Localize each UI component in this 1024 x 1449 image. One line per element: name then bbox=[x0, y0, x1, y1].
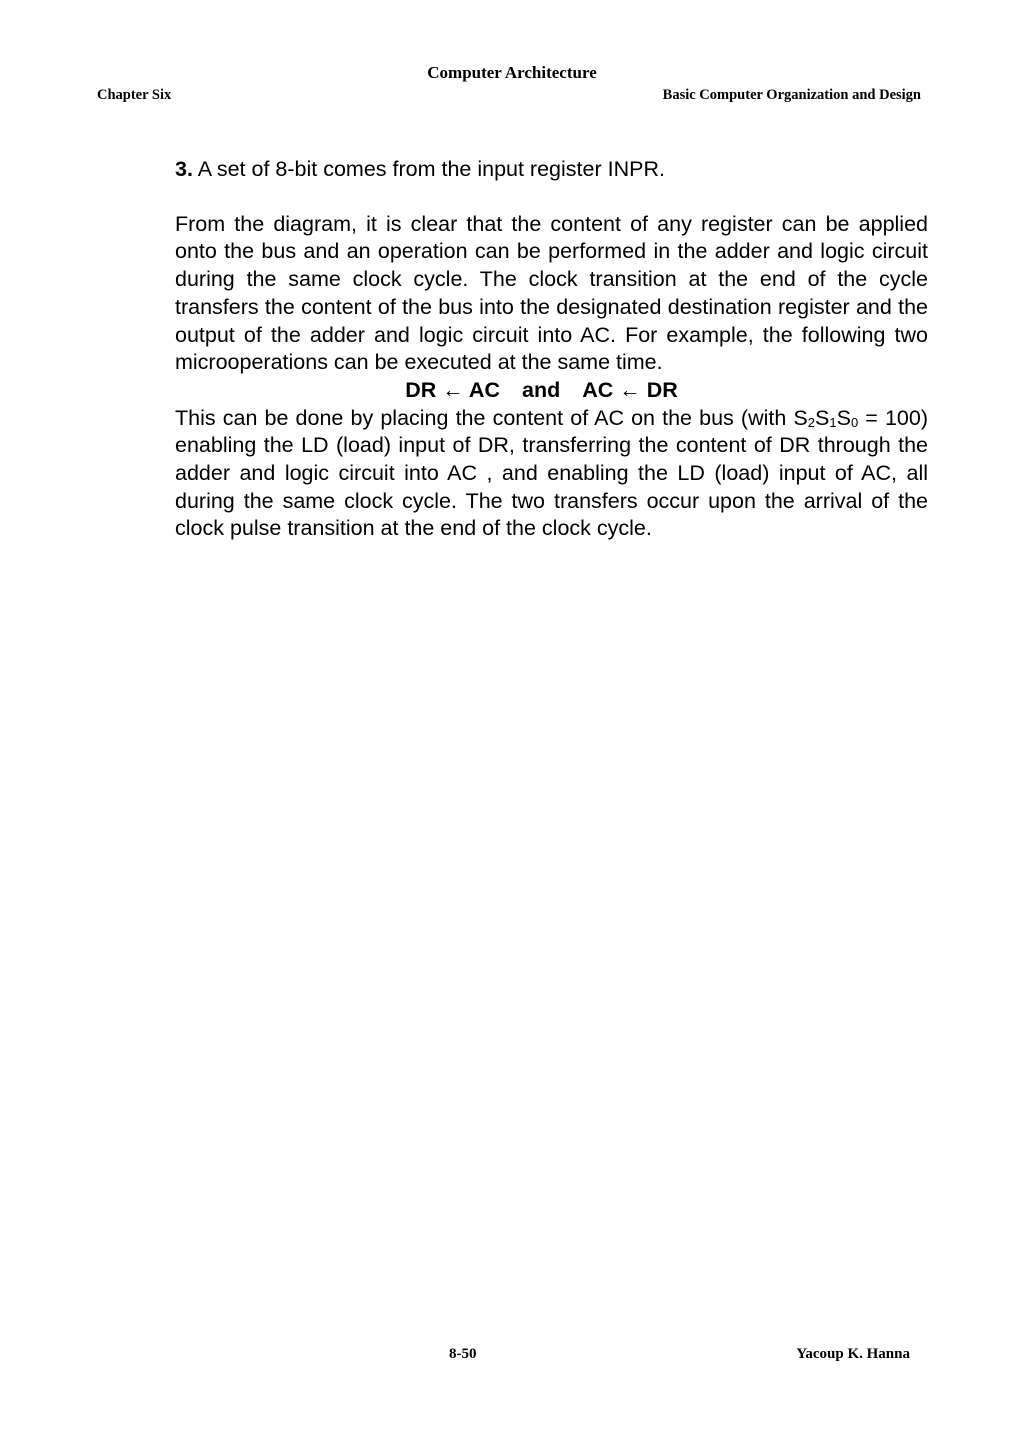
chapter-label: Chapter Six bbox=[97, 87, 172, 103]
header-title: Computer Architecture bbox=[427, 63, 597, 82]
paragraph-1: From the diagram, it is clear that the content of any register can be applied onto the bus and an operation can be performed in the adder and logic circuit during the same clock cycle. The clock transition at the end of the cycle transfers the content of the bus into the designated destination register and the output of the adder and logic circuit into AC. For example, the following two microoperations can be executed at the same time. bbox=[175, 211, 928, 375]
page-number: 8-50 bbox=[449, 1346, 477, 1362]
formula-connector: and bbox=[521, 377, 561, 402]
s1-letter: S bbox=[815, 405, 830, 430]
formula-left: DR ← AC bbox=[405, 377, 500, 402]
subscript-1: 1 bbox=[829, 414, 837, 430]
subscript-0: 0 bbox=[850, 414, 859, 430]
subscript-2: 2 bbox=[807, 414, 816, 430]
point-number: 3. bbox=[175, 157, 193, 181]
point-3 bbox=[175, 156, 928, 184]
paragraph-2-after: = 100) enabling the LD (load) input of DR, transferring the content of DR through the adder and logic circuit into AC , and enabling the LD (load) input of AC, all during the same clock cycle. The two transfers occur upon the arrival of the clock pulse transition at the end of the clock cycle. bbox=[175, 405, 928, 541]
paragraph-2-before: This can be done by placing the content of AC on the bus (with S bbox=[175, 405, 808, 430]
subject-label: Basic Computer Organization and Design bbox=[662, 87, 921, 103]
s0-letter: S bbox=[836, 405, 851, 430]
paragraph-2 bbox=[175, 405, 928, 544]
point-text: A set of 8-bit comes from the input register INPR. bbox=[192, 157, 665, 181]
author-name: Yacoup K. Hanna bbox=[796, 1346, 910, 1362]
formula-right: AC ← DR bbox=[582, 377, 678, 402]
page-content bbox=[175, 156, 928, 543]
microoperation-formula bbox=[175, 377, 928, 405]
